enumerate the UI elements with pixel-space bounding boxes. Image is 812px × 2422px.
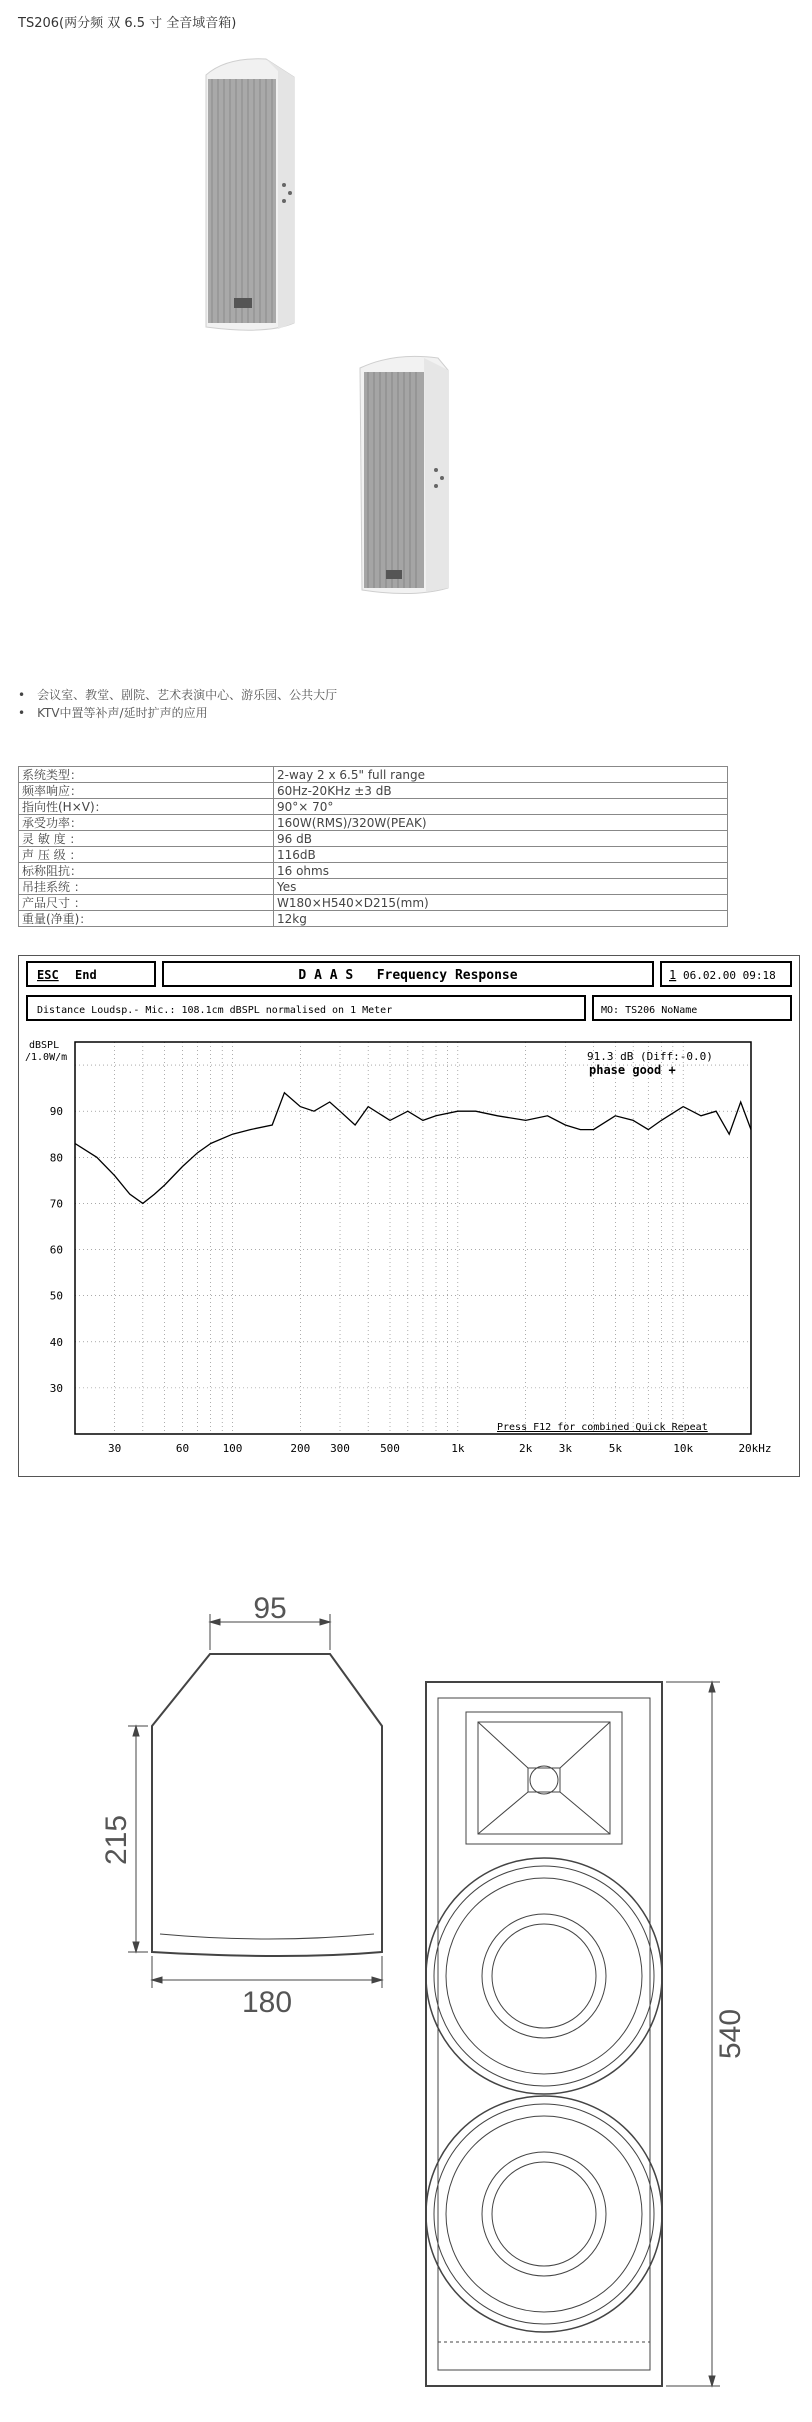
dim-depth: 215 (100, 1814, 133, 1866)
end-label: End (75, 968, 97, 982)
x-tick-label: 60 (175, 1442, 190, 1455)
spec-key: 吊挂系统 ： (19, 879, 274, 895)
table-row (19, 799, 728, 815)
frequency-response-chart (18, 955, 800, 1477)
spec-value: 116dB (274, 847, 728, 863)
table-row (19, 911, 728, 927)
footer-hint: Press F12 for combined Quick Repeat (497, 1422, 708, 1433)
spec-value: 90°× 70° (274, 799, 728, 815)
x-tick-label: 30 (108, 1442, 122, 1455)
side-view (128, 1614, 382, 1988)
x-tick-label: 1k (451, 1442, 465, 1455)
x-tick-label: 2k (519, 1442, 533, 1455)
table-row (19, 767, 728, 783)
spec-value: 160W(RMS)/320W(PEAK) (274, 815, 728, 831)
table-row (19, 847, 728, 863)
y-tick-label: 50 (49, 1289, 63, 1303)
spec-key: 产品尺寸 ： (19, 895, 274, 911)
x-tick-label: 100 (222, 1442, 243, 1455)
x-tick-label: 500 (380, 1442, 400, 1455)
table-row (19, 863, 728, 879)
spec-key: 指向性(H×V)： (19, 799, 274, 815)
list-item: • 会议室、教堂、剧院、艺术表演中心、游乐园、公共大厅 (18, 686, 337, 704)
application-list (18, 686, 337, 722)
y-tick-label: 40 (49, 1335, 63, 1349)
dim-height: 540 (714, 2008, 747, 2060)
x-tick-label: 300 (330, 1442, 350, 1455)
table-row (19, 879, 728, 895)
spec-key: 声 压 级 ： (19, 847, 274, 863)
esc-key: ESC (37, 968, 59, 982)
y-tick-label: 80 (49, 1151, 63, 1165)
y-tick-label: 90 (49, 1105, 63, 1119)
speaker-photo-angled (354, 352, 450, 598)
plot-frame (75, 1042, 751, 1434)
speaker-photo-front (196, 55, 296, 335)
page-number: 1 (669, 968, 677, 982)
x-tick-label: 3k (558, 1442, 572, 1455)
spec-key: 灵 敏 度 ： (19, 831, 274, 847)
response-curve (75, 1093, 751, 1204)
spec-value: Yes (274, 879, 728, 895)
spec-key: 重量(净重)： (19, 911, 274, 927)
spec-key: 承受功率： (19, 815, 274, 831)
spec-value: 96 dB (274, 831, 728, 847)
dim-top-width: 95 (253, 1592, 287, 1625)
spec-value: W180×H540×D215(mm) (274, 895, 728, 911)
list-item: • KTV中置等补声/延时扩声的应用 (18, 704, 337, 722)
page-title: TS206(两分频 双 6.5 寸 全音域音箱) (18, 16, 237, 31)
measurement-info: Distance Loudsp.- Mic.: 108.1cm dBSPL normalised on 1 Meter (37, 1005, 393, 1016)
x-ticks (108, 1442, 772, 1455)
spec-key: 标称阻抗： (19, 863, 274, 879)
spec-key: 系统类型： (19, 767, 274, 783)
y-tick-label: 70 (49, 1197, 63, 1211)
x-tick-label: 20kHz (738, 1442, 772, 1455)
y-axis-label: dBSPL (29, 1040, 60, 1051)
dim-bottom-width: 180 (241, 1986, 293, 2019)
table-row (19, 831, 728, 847)
spec-value: 2-way 2 x 6.5" full range (274, 767, 728, 783)
x-tick-label: 10k (673, 1442, 694, 1455)
date-time: 06.02.00 09:18 (683, 969, 776, 982)
x-tick-label: 5k (608, 1442, 622, 1455)
y-tick-label: 60 (49, 1243, 63, 1257)
spec-value: 12kg (274, 911, 728, 927)
y-axis-unit: /1.0W/m (25, 1052, 68, 1063)
phase-status: phase good + (589, 1063, 676, 1077)
level-readout: 91.3 dB (Diff:-0.0) (587, 1050, 713, 1063)
table-row (19, 895, 728, 911)
spec-key: 频率响应： (19, 783, 274, 799)
model-name: MO: TS206 NoName (601, 1005, 698, 1016)
chart-grid (75, 1042, 751, 1434)
table-row (19, 783, 728, 799)
x-tick-label: 200 (290, 1442, 311, 1455)
y-tick-label: 30 (49, 1381, 63, 1395)
table-row (19, 815, 728, 831)
y-ticks (50, 1105, 63, 1395)
chart-header: D A A S Frequency Response (298, 968, 518, 983)
spec-value: 16 ohms (274, 863, 728, 879)
spec-value: 60Hz-20KHz ±3 dB (274, 783, 728, 799)
spec-table (18, 766, 728, 927)
dimension-drawing (0, 1590, 812, 2410)
front-view (426, 1682, 720, 2386)
